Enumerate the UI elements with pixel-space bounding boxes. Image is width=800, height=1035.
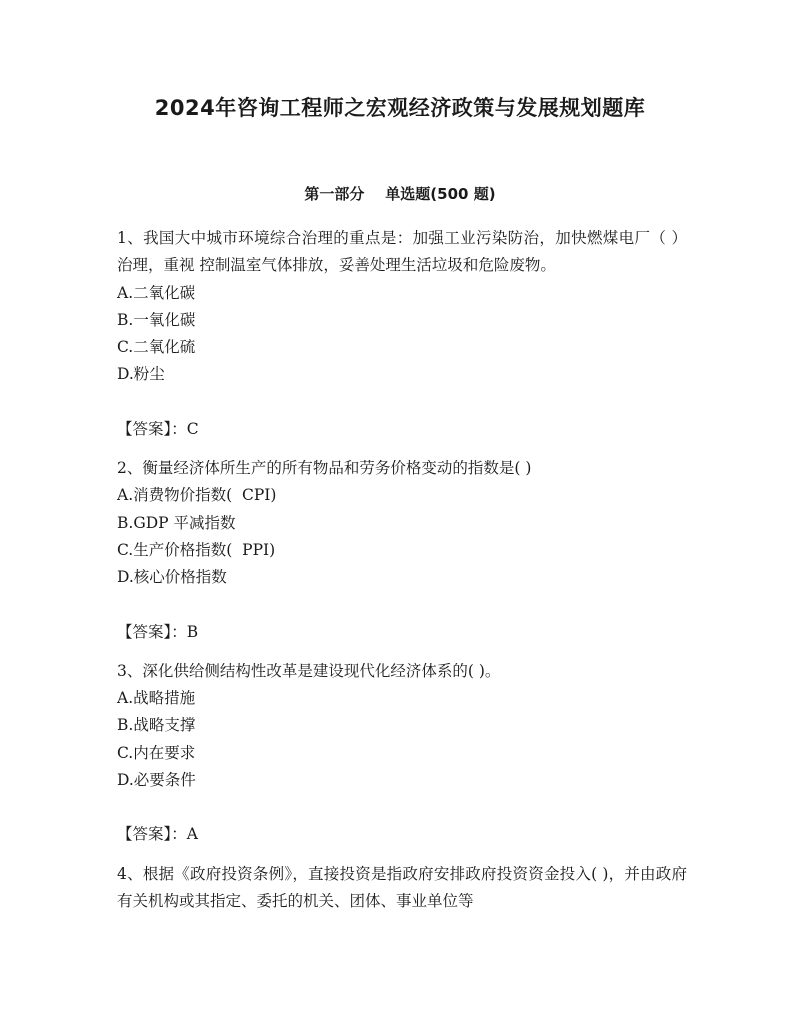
option-b: B.一氧化碳 — [117, 310, 196, 329]
option-b: B.GDP 平减指数 — [117, 513, 236, 532]
answer-label: 【答案】： — [117, 825, 187, 844]
option-a: A.消费物价指数( CPI) — [117, 486, 277, 505]
option-d: D.核心价格指数 — [117, 568, 227, 587]
answer-line — [117, 821, 687, 848]
option-a: A.二氧化碳 — [117, 283, 196, 302]
answer-value: C — [186, 419, 199, 438]
question-3 — [117, 658, 687, 849]
answer-value: B — [186, 622, 199, 641]
question-1 — [117, 225, 687, 443]
question-list — [117, 225, 687, 915]
section-heading: 第一部分 单选题(500 题) — [304, 185, 496, 203]
question-2 — [117, 455, 687, 646]
answer-line — [117, 416, 687, 443]
answer-label: 【答案】： — [117, 622, 187, 641]
question-4 — [117, 861, 687, 916]
option-d: D.必要条件 — [117, 771, 196, 790]
document-title: 2024年咨询工程师之宏观经济政策与发展规划题库 — [154, 96, 646, 120]
option-c: C.二氧化硫 — [117, 338, 196, 357]
option-c: C.内在要求 — [117, 743, 196, 762]
answer-label: 【答案】： — [117, 419, 187, 438]
option-b: B.战略支撑 — [117, 716, 196, 735]
question-stem: 1、我国大中城市环境综合治理的重点是：加强工业污染防治，加快燃煤电厂（ ）治理，重视 控制温室气体排放，妥善处理生活垃圾和危险废物。 — [117, 229, 687, 275]
question-stem: 3、深化供给侧结构性改革是建设现代化经济体系的( )。 — [117, 661, 501, 680]
option-c: C.生产价格指数( PPI) — [117, 540, 276, 559]
option-a: A.战略措施 — [117, 689, 196, 708]
question-stem: 4、根据《政府投资条例》，直接投资是指政府安排政府投资资金投入( )，并由政府有关机构或其指定、委托的机关、团体、事业单位等 — [117, 864, 687, 910]
answer-value: A — [186, 825, 198, 844]
option-d: D.粉尘 — [117, 365, 165, 384]
answer-line — [117, 619, 687, 646]
question-stem: 2、衡量经济体所生产的所有物品和劳务价格变动的指数是( ) — [117, 459, 532, 478]
